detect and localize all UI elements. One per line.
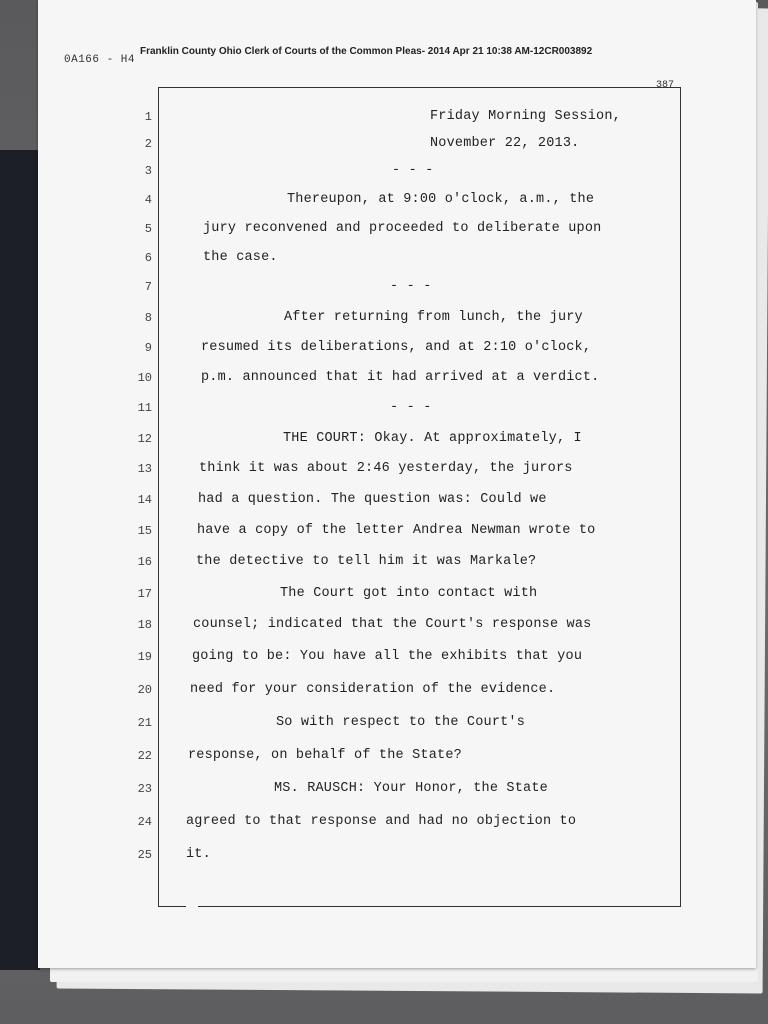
transcript-separator: - - - (392, 163, 434, 178)
line-number: 13 (137, 462, 152, 476)
transcript-line: November 22, 2013. (430, 136, 580, 151)
transcript-line: p.m. announced that it had arrived at a verdict. (201, 370, 600, 385)
desk-background (0, 150, 40, 970)
transcript-line: have a copy of the letter Andrea Newman wrote to (197, 523, 596, 538)
transcript-line: So with respect to the Court's (276, 715, 526, 730)
line-number: 21 (137, 716, 152, 730)
page-border-bottom (198, 906, 680, 907)
line-number: 16 (137, 555, 152, 569)
line-number: 22 (137, 749, 152, 763)
transcript-line: MS. RAUSCH: Your Honor, the State (274, 781, 548, 796)
transcript-line: The Court got into contact with (280, 586, 538, 601)
transcript-line: counsel; indicated that the Court's response was (193, 617, 592, 632)
line-number: 18 (137, 618, 152, 632)
transcript-line: response, on behalf of the State? (188, 748, 462, 763)
line-number: 17 (137, 587, 152, 601)
line-number: 14 (137, 493, 152, 507)
line-number: 25 (137, 848, 152, 862)
transcript-line: agreed to that response and had no objection to (186, 814, 577, 829)
transcript-line: going to be: You have all the exhibits that you (192, 649, 583, 664)
line-number: 1 (144, 110, 152, 124)
line-number: 9 (144, 341, 152, 355)
line-number: 8 (144, 311, 152, 325)
line-number: 19 (137, 650, 152, 664)
document-code: 0A166 - H4 (64, 54, 136, 66)
page-border-left (158, 87, 159, 907)
line-number: 3 (144, 164, 152, 178)
line-number: 4 (144, 193, 152, 207)
line-number: 15 (137, 524, 152, 538)
page-border-right (680, 87, 681, 907)
line-number: 23 (137, 782, 152, 796)
line-number: 20 (137, 683, 152, 697)
court-filing-stamp: Franklin County Ohio Clerk of Courts of the Common Pleas- 2014 Apr 21 10:38 AM-12CR003892 (140, 46, 593, 57)
line-number: 24 (137, 815, 152, 829)
transcript-line: jury reconvened and proceeded to deliberate upon (203, 221, 602, 236)
transcript-line: think it was about 2:46 yesterday, the jurors (199, 461, 573, 476)
page-border-bottom (158, 906, 186, 907)
transcript-separator: - - - (390, 279, 432, 294)
transcript-line: the detective to tell him it was Markale? (196, 554, 537, 569)
line-number: 11 (137, 401, 152, 415)
transcript-line: THE COURT: Okay. At approximately, I (283, 431, 582, 446)
transcript-line: the case. (203, 250, 278, 265)
line-number: 7 (144, 280, 152, 294)
line-number: 10 (137, 371, 152, 385)
line-number: 6 (144, 251, 152, 265)
transcript-line: After returning from lunch, the jury (284, 310, 583, 325)
page-border-top (158, 87, 680, 88)
line-number: 2 (144, 137, 152, 151)
transcript-line: need for your consideration of the evidence. (190, 682, 556, 697)
transcript-separator: - - - (390, 400, 432, 415)
page-number: 387 (656, 80, 675, 91)
transcript-line: Thereupon, at 9:00 o'clock, a.m., the (287, 192, 595, 207)
transcript-line: had a question. The question was: Could we (198, 492, 547, 507)
transcript-line: Friday Morning Session, (430, 109, 621, 124)
line-number: 5 (144, 222, 152, 236)
line-number: 12 (137, 432, 152, 446)
transcript-page (38, 0, 756, 968)
transcript-line: it. (186, 847, 211, 862)
transcript-line: resumed its deliberations, and at 2:10 o'clock, (201, 340, 592, 355)
